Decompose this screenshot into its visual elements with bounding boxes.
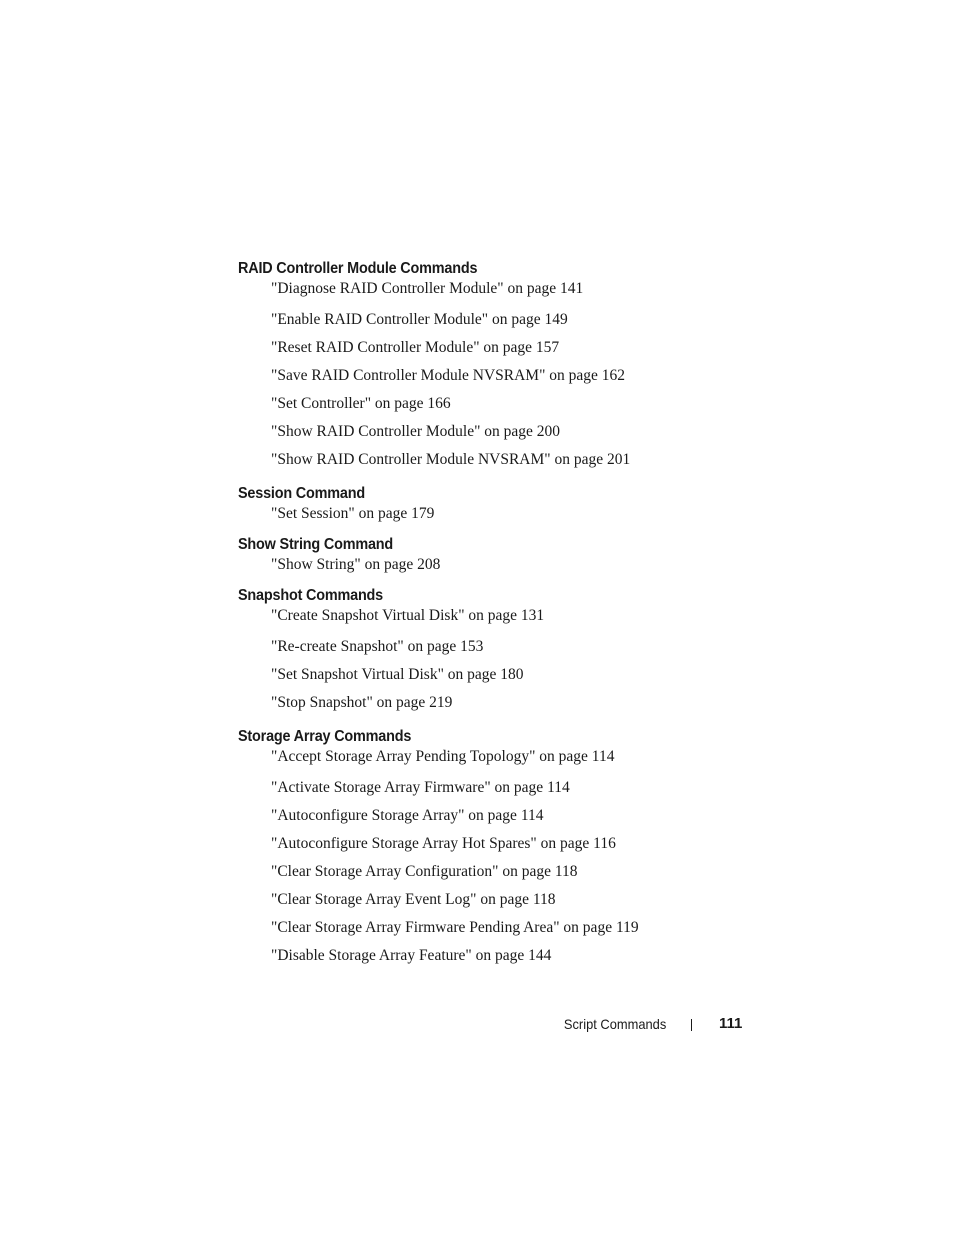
page-reference-link[interactable]: "Clear Storage Array Firmware Pending Area" on page 119: [271, 919, 639, 936]
page-reference-link[interactable]: "Autoconfigure Storage Array" on page 114: [271, 807, 544, 824]
section-raid-controller-module-commands: [238, 258, 758, 474]
reference-list: [238, 748, 758, 970]
section-heading: Show String Command: [238, 536, 394, 553]
page-reference-link[interactable]: "Stop Snapshot" on page 219: [271, 694, 453, 711]
page-reference-link[interactable]: "Activate Storage Array Firmware" on page 114: [271, 779, 570, 796]
footer-chapter-title: Script Commands: [563, 1016, 666, 1032]
page-reference-link[interactable]: "Disable Storage Array Feature" on page 144: [271, 947, 552, 964]
page-reference-link[interactable]: "Autoconfigure Storage Array Hot Spares" on page 116: [271, 835, 616, 852]
page-reference-link[interactable]: "Accept Storage Array Pending Topology" on page 114: [271, 748, 615, 765]
page-footer: [0, 1013, 954, 1035]
footer-separator: [691, 1019, 692, 1031]
page-number: 111: [719, 1015, 743, 1032]
page-reference-link[interactable]: "Set Session" on page 179: [271, 505, 435, 522]
section-storage-array-commands: [238, 726, 758, 970]
section-heading: Snapshot Commands: [238, 587, 384, 604]
page-reference-link[interactable]: "Enable RAID Controller Module" on page 149: [271, 311, 568, 328]
command-index: [238, 258, 758, 970]
reference-list: [238, 556, 758, 576]
page-reference-link[interactable]: "Clear Storage Array Configuration" on page 118: [271, 863, 578, 880]
page-reference-link[interactable]: "Create Snapshot Virtual Disk" on page 131: [271, 607, 545, 624]
section-heading: Storage Array Commands: [238, 728, 412, 745]
section-snapshot-commands: [238, 585, 758, 717]
page-reference-link[interactable]: "Show RAID Controller Module" on page 200: [271, 423, 561, 440]
page-reference-link[interactable]: "Diagnose RAID Controller Module" on page 141: [271, 280, 584, 297]
page-reference-link[interactable]: "Reset RAID Controller Module" on page 157: [271, 339, 560, 356]
page-reference-link[interactable]: "Set Controller" on page 166: [271, 395, 451, 412]
section-heading: RAID Controller Module Commands: [238, 260, 478, 277]
section-session-command: [238, 483, 758, 525]
page-reference-link[interactable]: "Show RAID Controller Module NVSRAM" on page 201: [271, 451, 631, 468]
section-heading: Session Command: [238, 485, 365, 502]
reference-list: [238, 607, 758, 717]
page-reference-link[interactable]: "Save RAID Controller Module NVSRAM" on page 162: [271, 367, 626, 384]
page-reference-link[interactable]: "Clear Storage Array Event Log" on page 118: [271, 891, 556, 908]
page-reference-link[interactable]: "Set Snapshot Virtual Disk" on page 180: [271, 666, 524, 683]
reference-list: [238, 505, 758, 525]
page-reference-link[interactable]: "Show String" on page 208: [271, 556, 441, 573]
reference-list: [238, 280, 758, 474]
section-show-string-command: [238, 534, 758, 576]
page-reference-link[interactable]: "Re-create Snapshot" on page 153: [271, 638, 484, 655]
